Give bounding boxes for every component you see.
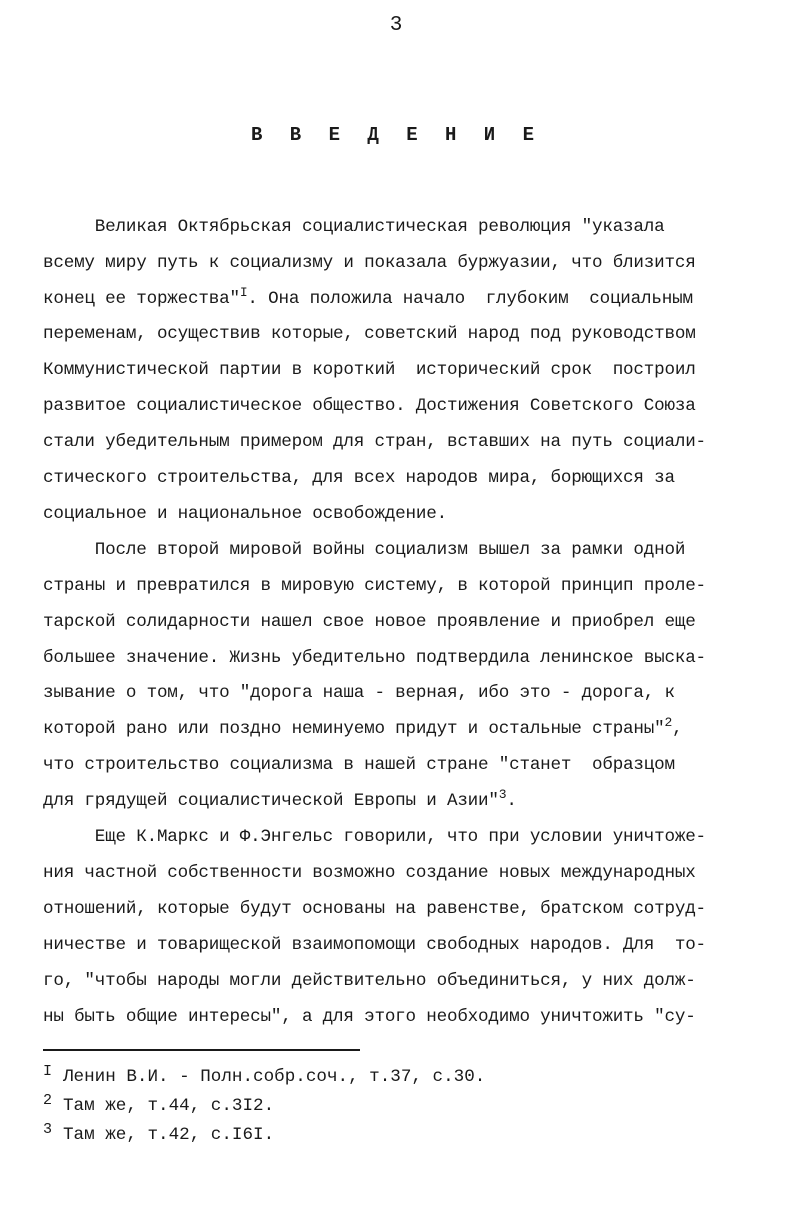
text-segment: которой рано или поздно неминуемо придут и остальные страны" [43,719,665,739]
footnote-text: Там же, т.44, с.3I2. [63,1096,275,1116]
text-line [43,285,751,310]
footnote: 3 Там же, т.42, с.I6I. [43,1121,275,1145]
text-line: страны и превратился в мировую систему, в которой принцип проле- [43,576,706,596]
text-line [43,787,751,812]
text-line: После второй мировой войны социализм вышел за рамки одной [43,540,686,560]
text-line: тарской солидарности нашел свое новое проявление и приобрел еще [43,612,696,632]
text-line: ны быть общие интересы", а для этого необходимо уничтожить "су- [43,1007,696,1027]
footnote-text: Ленин В.И. - Полн.собр.соч., т.37, с.30. [63,1067,486,1087]
text-line: зывание о том, что "дорога наша - верная, ибо это - дорога, к [43,683,675,703]
footnote-ref-2: 2 [664,715,673,730]
text-line: Великая Октябрьская социалистическая революция "указала [43,217,665,237]
section-title: В В Е Д Е Н И Е [250,124,543,146]
text-segment: . [506,791,517,811]
footnote: 2 Там же, т.44, с.3I2. [43,1092,275,1116]
footnote-ref-1: I [239,285,248,300]
text-line: ничестве и товарищеской взаимопомощи свободных народов. Для то- [43,935,706,955]
text-line: Коммунистической партии в короткий исторический срок построил [43,360,696,380]
footnote-divider [43,1049,360,1051]
page-number: 3 [389,14,404,37]
text-line: отношений, которые будут основаны на равенстве, братском сотруд- [43,899,706,919]
text-segment: . Она положила начало глубоким социальным [247,289,693,309]
footnote-text: Там же, т.42, с.I6I. [63,1125,275,1145]
text-line: что строительство социализма в нашей стране "станет образцом [43,755,675,775]
text-line: всему миру путь к социализму и показала буржуазии, что близится [43,253,696,273]
text-segment: конец ее торжества" [43,289,240,309]
text-line: го, "чтобы народы могли действительно объединиться, у них долж- [43,971,696,991]
text-line: ния частной собственности возможно создание новых международных [43,863,696,883]
text-segment: для грядущей социалистической Европы и Азии" [43,791,499,811]
text-segment: , [672,719,683,739]
text-line: стали убедительным примером для стран, вставших на путь социали- [43,432,706,452]
text-line: развитое социалистическое общество. Достижения Советского Союза [43,396,696,416]
text-line: переменам, осуществив которые, советский народ под руководством [43,324,696,344]
text-line: большее значение. Жизнь убедительно подтвердила ленинское выска- [43,648,706,668]
text-line [43,715,751,740]
text-line: Еще К.Маркс и Ф.Энгельс говорили, что при условии уничтоже- [43,827,706,847]
text-line: социальное и национальное освобождение. [43,504,447,524]
footnote-ref-3: 3 [498,787,507,802]
text-line: стического строительства, для всех народов мира, борющихся за [43,468,675,488]
footnote: I Ленин В.И. - Полн.собр.соч., т.37, с.30. [43,1063,486,1087]
